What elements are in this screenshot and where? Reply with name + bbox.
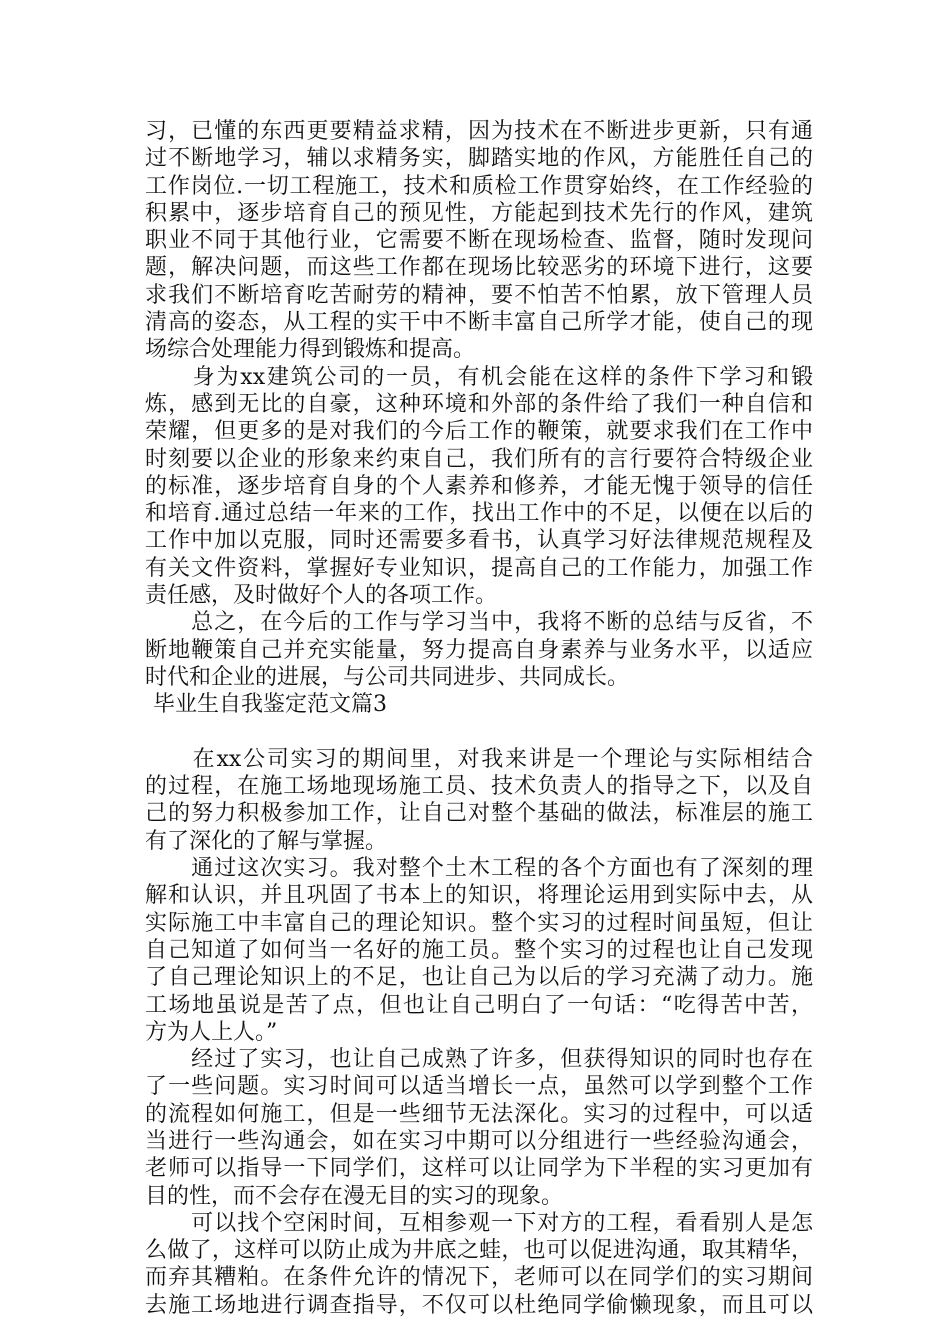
- text-line: 断地鞭策自己并充实能量，努力提高自身素养与业务水平，以适应: [145, 637, 813, 663]
- text-line: 题，解决问题，而这些工作都在现场比较恶劣的环境下进行，这要: [145, 255, 813, 281]
- paragraph-3: [145, 609, 813, 691]
- text-line: 当进行一些沟通会，如在实习中期可以分组进行一些经验沟通会，: [145, 1128, 813, 1154]
- text-line: 身为xx建筑公司的一员，有机会能在这样的条件下学习和锻: [145, 364, 813, 390]
- text-line: 自己知道了如何当一名好的施工员。整个实习的过程也让自己发现: [145, 937, 813, 963]
- text-line: 炼，感到无比的自豪，这种环境和外部的条件给了我们一种自信和: [145, 391, 813, 417]
- text-line: 有关文件资料，掌握好专业知识，提高自己的工作能力，加强工作: [145, 555, 813, 581]
- text-line: 的流程如何施工，但是一些细节无法深化。实习的过程中，可以适: [145, 1101, 813, 1127]
- text-line: 了自己理论知识上的不足，也让自己为以后的学习充满了动力。施: [145, 965, 813, 991]
- text-line: 总之，在今后的工作与学习当中，我将不断的总结与反省，不: [145, 610, 813, 636]
- paragraph-5: [145, 855, 813, 1046]
- text-line: 的过程，在施工场地现场施工员、技术负责人的指导之下，以及自: [145, 774, 813, 800]
- paragraph-1: [145, 118, 813, 364]
- text-line: 通过这次实习。我对整个土木工程的各个方面也有了深刻的理: [145, 856, 813, 882]
- text-line: 目的性，而不会存在漫无目的实习的现象。: [145, 1183, 564, 1209]
- text-line: 而弃其糟粕。在条件允许的情况下，老师可以在同学们的实习期间: [145, 1265, 813, 1291]
- document-body: [145, 118, 813, 1319]
- paragraph-6: [145, 1046, 813, 1210]
- text-line: 职业不同于其他行业，它需要不断在现场检查、监督，随时发现问: [145, 228, 813, 254]
- section-title: 毕业生自我鉴定范文篇3: [153, 692, 387, 718]
- text-line: 责任感，及时做好个人的各项工作。: [145, 583, 498, 609]
- text-line: 荣耀，但更多的是对我们的今后工作的鞭策，就要求我们在工作中: [145, 419, 813, 445]
- text-line: 过不断地学习，辅以求精务实，脚踏实地的作风，方能胜任自己的: [145, 146, 813, 172]
- text-line: 工作中加以克服，同时还需要多看书，认真学习好法律规范规程及: [145, 528, 813, 554]
- text-line: 么做了，这样可以防止成为井底之蛙，也可以促进沟通，取其精华，: [145, 1238, 813, 1264]
- text-line: 积累中，逐步培育自己的预见性，方能起到技术先行的作风，建筑: [145, 200, 813, 226]
- text-line: 工作岗位.一切工程施工，技术和质检工作贯穿始终，在工作经验的: [145, 173, 813, 199]
- text-line: 和培育.通过总结一年来的工作，找出工作中的不足，以便在以后的: [145, 501, 813, 527]
- paragraph-4: [145, 746, 813, 855]
- text-line: 了一些问题。实习时间可以适当增长一点，虽然可以学到整个工作: [145, 1074, 813, 1100]
- text-line: 时代和企业的进展，与公司共同进步、共同成长。: [145, 664, 630, 690]
- text-line: 方为人上人。”: [145, 1019, 278, 1045]
- text-line: 求我们不断培育吃苦耐劳的精神，要不怕苦不怕累，放下管理人员: [145, 282, 813, 308]
- paragraph-7: [145, 1210, 813, 1319]
- text-line: 在xx公司实习的期间里，对我来讲是一个理论与实际相结合: [145, 746, 813, 772]
- text-line: 场综合处理能力得到锻炼和提高。: [145, 337, 476, 363]
- text-line: 己的努力积极参加工作，让自己对整个基础的做法，标准层的施工: [145, 801, 813, 827]
- text-line: 去施工场地进行调查指导，不仅可以杜绝同学偷懒现象，而且可以: [145, 1292, 813, 1318]
- text-line: 实际施工中丰富自己的理论知识。整个实习的过程时间虽短，但让: [145, 910, 813, 936]
- text-line: 时刻要以企业的形象来约束自己，我们所有的言行要符合特级企业: [145, 446, 813, 472]
- text-line: 有了深化的了解与掌握。: [145, 828, 388, 854]
- blank-line: [145, 719, 813, 746]
- text-line: 清高的姿态，从工程的实干中不断丰富自己所学才能，使自己的现: [145, 310, 813, 336]
- text-line: 工场地虽说是苦了点，但也让自己明白了一句话：“吃得苦中苦，: [145, 992, 813, 1018]
- text-line: 的标准，逐步培育自身的个人素养和修养，才能无愧于领导的信任: [145, 473, 813, 499]
- text-line: 老师可以指导一下同学们，这样可以让同学为下半程的实习更加有: [145, 1156, 813, 1182]
- text-line: 经过了实习，也让自己成熟了许多，但获得知识的同时也存在: [145, 1047, 813, 1073]
- text-line: 习，已懂的东西更要精益求精，因为技术在不断进步更新，只有通: [145, 119, 813, 144]
- text-line: 解和认识，并且巩固了书本上的知识，将理论运用到实际中去，从: [145, 883, 813, 909]
- paragraph-2: [145, 364, 813, 610]
- text-line: 可以找个空闲时间，互相参观一下对方的工程，看看别人是怎: [145, 1210, 813, 1236]
